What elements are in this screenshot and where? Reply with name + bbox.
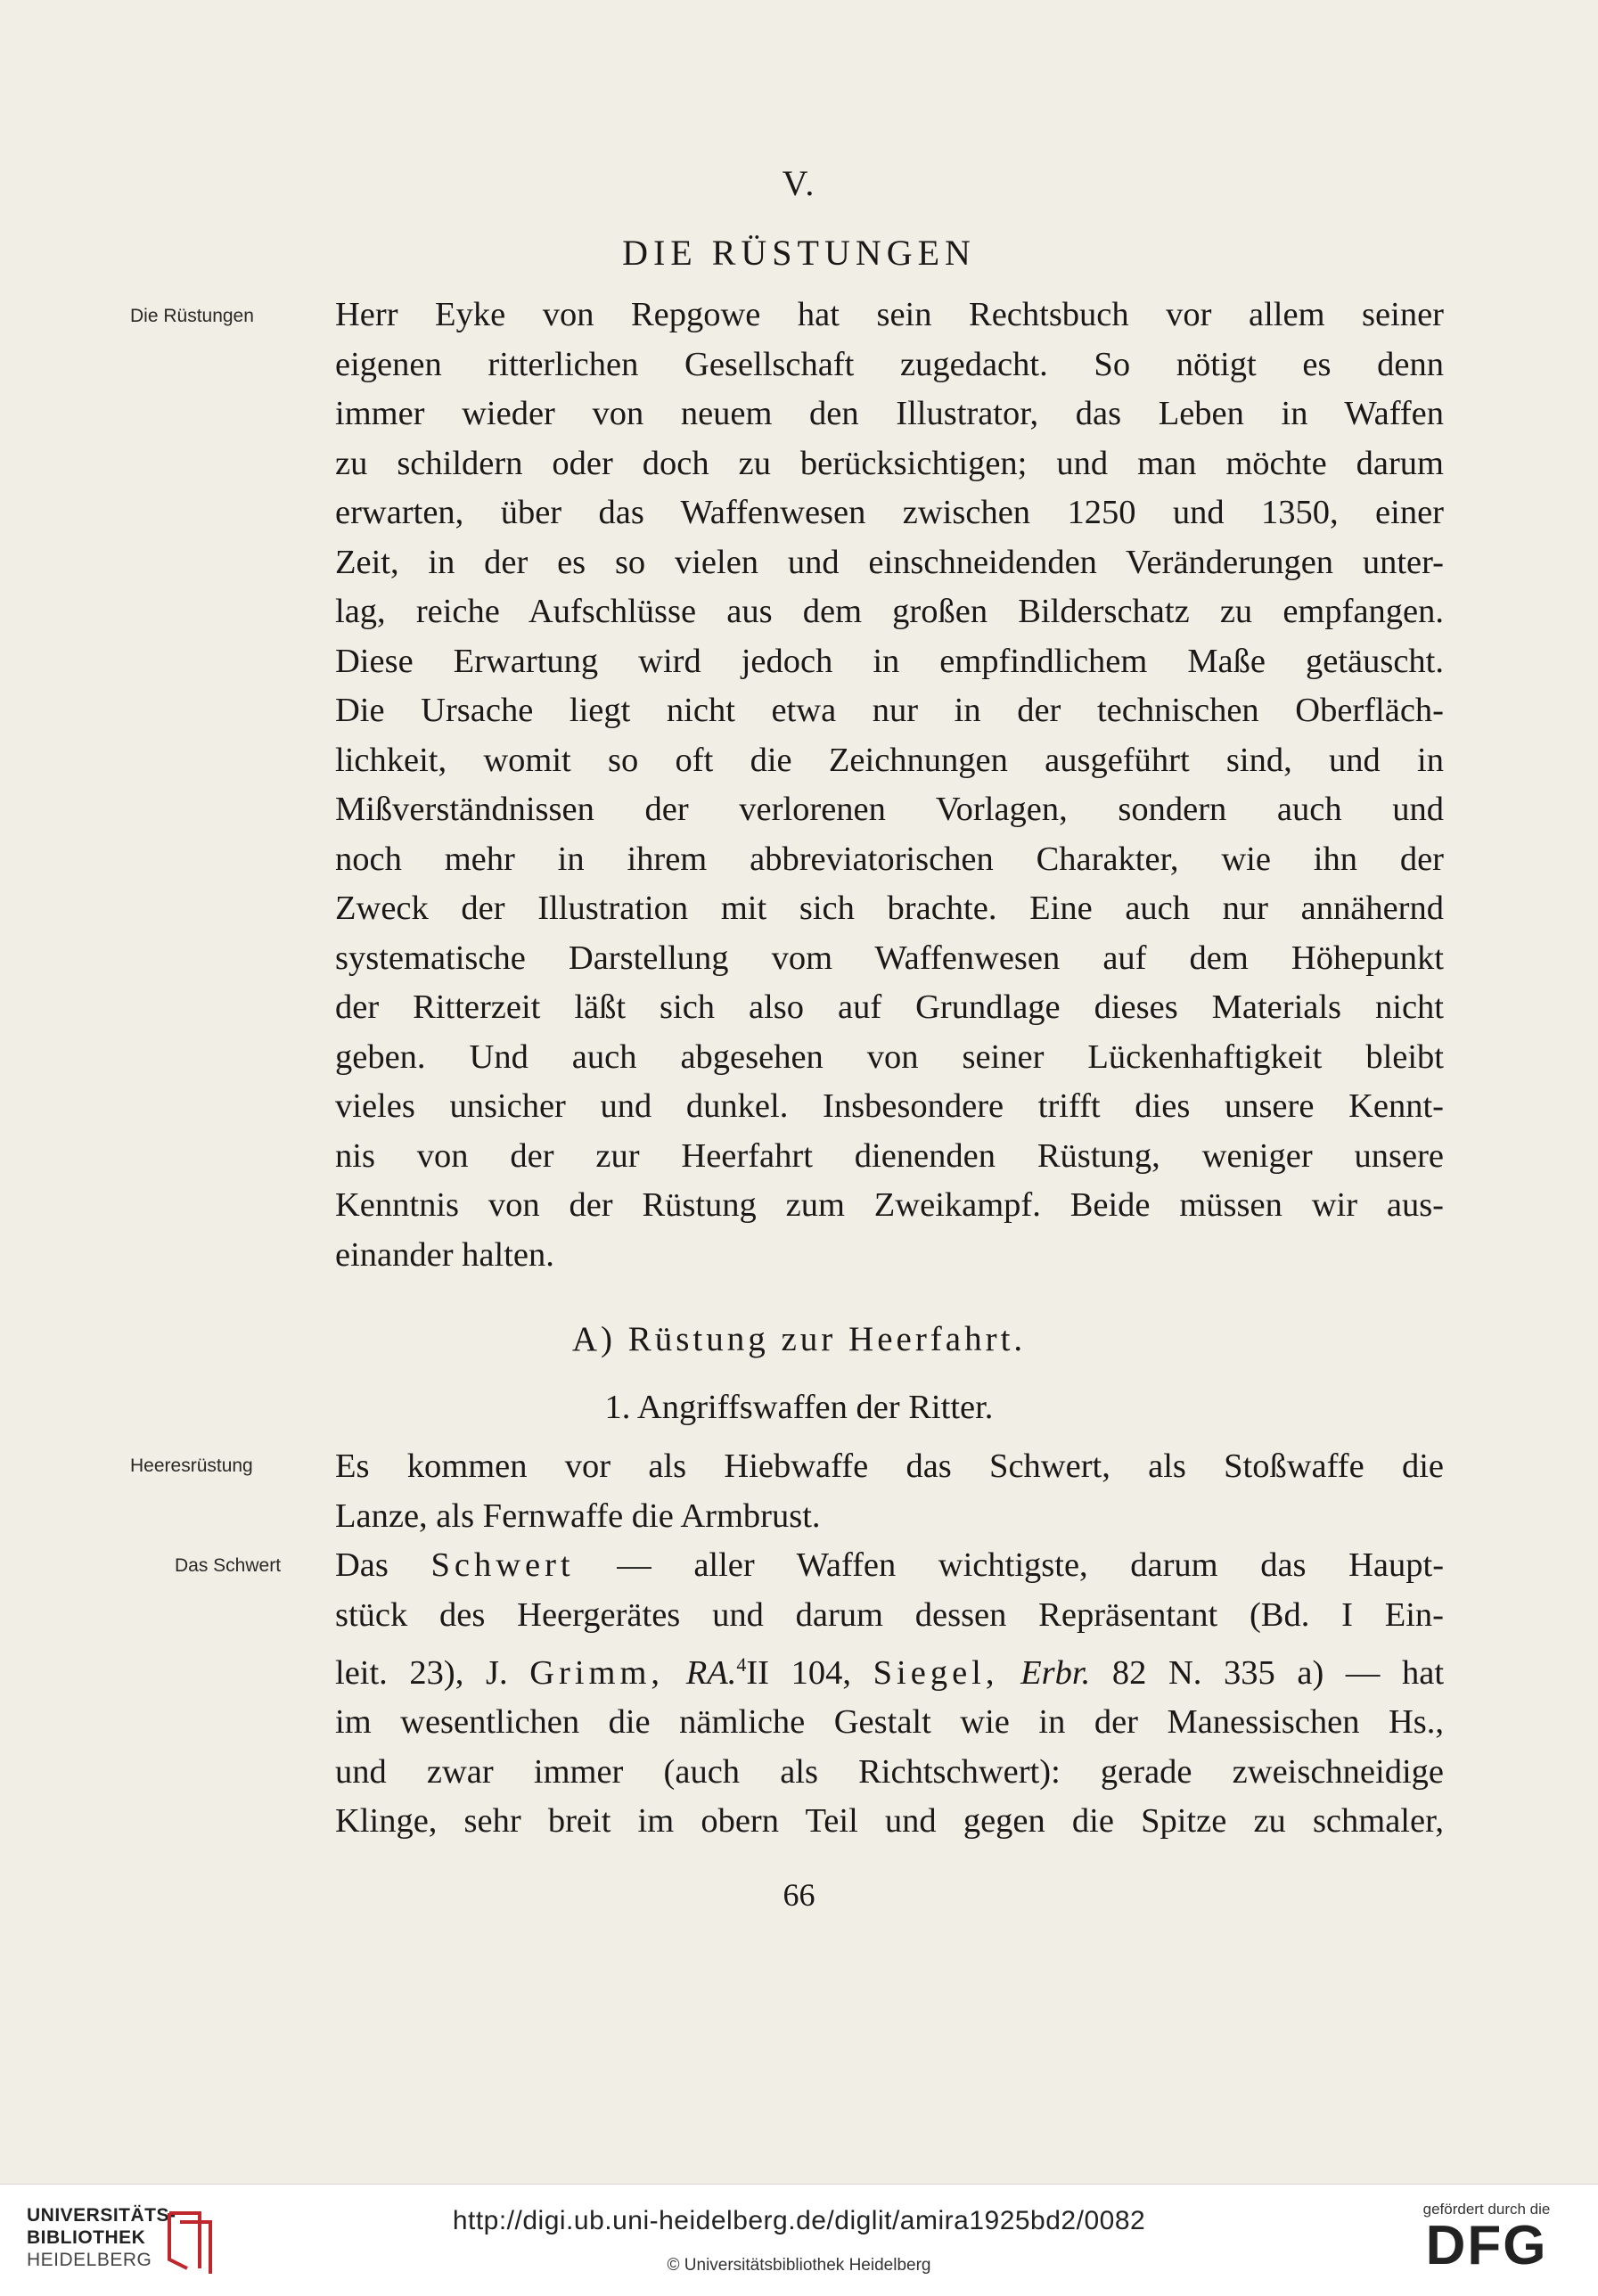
text-line: Kenntnis von der Rüstung zum Zweikampf. Beide müssen wir aus- — [335, 1186, 1444, 1224]
viewer-footer — [0, 2184, 1598, 2296]
margin-note-schwert: Das Schwert — [175, 1555, 282, 1576]
text-line: leit. 23), J. Grimm, RA.$^4$II 104, Siegel, Erbr. 82 N. 335 a) — hat — [335, 1653, 1445, 1692]
text-line: Zeit, in der es so vielen und einschneidenden Veränderungen unter- — [335, 543, 1444, 581]
text-line: erwarten, über das Waffenwesen zwischen 1250 und 1350, einer — [335, 494, 1444, 531]
text-line: und zwar immer (auch als Richtschwert): gerade zweischneidige — [335, 1752, 1444, 1791]
text-line: der Ritterzeit läßt sich also auf Grundlage dieses Materials nicht — [335, 988, 1444, 1026]
text-line: Lanze, als Fernwaffe die Armbrust. — [335, 1496, 821, 1535]
permalink-url[interactable]: http://digi.ub.uni-heidelberg.de/diglit/amira1925bd2/0082 — [452, 2206, 1146, 2235]
author-grimm: Grimm, — [529, 1653, 665, 1692]
section-subheading: 1. Angriffswaffen der Ritter. — [604, 1389, 994, 1426]
text-line: eigenen ritterlichen Gesellschaft zugedacht. So nötigt es denn — [335, 345, 1444, 383]
text-line: zu schildern oder doch zu berücksichtigen; und man möchte darum — [335, 444, 1444, 482]
chapter-number: V. — [782, 163, 816, 203]
page-number: 66 — [783, 1877, 815, 1913]
text-line: systematische Darstellung vom Waffenwesen auf dem Höhepunkt — [335, 939, 1444, 977]
intro-paragraph — [335, 291, 1444, 1280]
section-heading: A) Rüstung zur Heerfahrt. — [571, 1320, 1027, 1358]
text-line: stück des Heergerätes und darum dessen Repräsentant (Bd. I Ein- — [335, 1595, 1444, 1634]
author-siegel: Siegel, — [873, 1653, 999, 1692]
text-line: vieles unsicher und dunkel. Insbesondere trifft dies unsere Kennt- — [335, 1087, 1444, 1125]
text-line: Die Ursache liegt nicht etwa nur in der technischen Oberfläch- — [335, 692, 1444, 729]
dfg-logo[interactable]: gefördert durch die DFG — [1422, 2201, 1551, 2276]
text-line: lichkeit, womit so oft die Zeichnungen ausgeführt sind, und in — [335, 741, 1444, 779]
schwert-paragraph — [335, 1541, 1444, 1847]
text-line: lag, reiche Aufschlüsse aus dem großen Bilderschatz zu empfangen. — [335, 593, 1444, 630]
copyright-text: © Universitätsbibliothek Heidelberg — [667, 2256, 931, 2275]
text-line: Diese Erwartung wird jedoch in empfindlichem Maße getäuscht. — [335, 642, 1444, 680]
text-line: geben. Und auch abgesehen von seiner Lückenhaftigkeit bleibt — [335, 1037, 1444, 1076]
text-line: immer wieder von neuem den Illustrator, das Leben in Waffen — [335, 395, 1444, 432]
ub-heidelberg-logo[interactable]: UNIVERSITÄTS- BIBLIOTHEK HEIDELBERG — [27, 2204, 232, 2276]
chapter-title: DIE RÜSTUNGEN — [622, 233, 976, 273]
text-line: Das Schwert — aller Waffen wichtigste, darum das Haupt- — [335, 1546, 1445, 1584]
text-line: einander halten. — [335, 1235, 554, 1274]
margin-note-ruestungen: Die Rüstungen — [130, 306, 254, 326]
text-line: noch mehr in ihrem abbreviatorischen Charakter, wie ihn der — [335, 840, 1444, 878]
text-line: Mißverständnissen der verlorenen Vorlagen, sondern auch und — [335, 791, 1444, 828]
heer-paragraph — [335, 1442, 1444, 1541]
text-line: Herr Eyke von Repgowe hat sein Rechtsbuch vor allem seiner — [335, 296, 1444, 333]
emphasis-schwert: Schwert — [430, 1546, 575, 1584]
text-line: Klinge, sehr breit im obern Teil und gegen die Spitze zu schmaler, — [335, 1802, 1444, 1841]
text-line: Zweck der Illustration mit sich brachte. Eine auch nur annähernd — [335, 890, 1444, 927]
margin-note-heeresruestung: Heeresrüstung — [130, 1456, 253, 1476]
text-line: Es kommen vor als Hiebwaffe das Schwert, als Stoßwaffe die — [335, 1447, 1444, 1485]
text-line: im wesentlichen die nämliche Gestalt wie in der Manessischen Hs., — [335, 1703, 1444, 1742]
text-line: nis von der zur Heerfahrt dienenden Rüstung, weniger unsere — [335, 1136, 1444, 1175]
